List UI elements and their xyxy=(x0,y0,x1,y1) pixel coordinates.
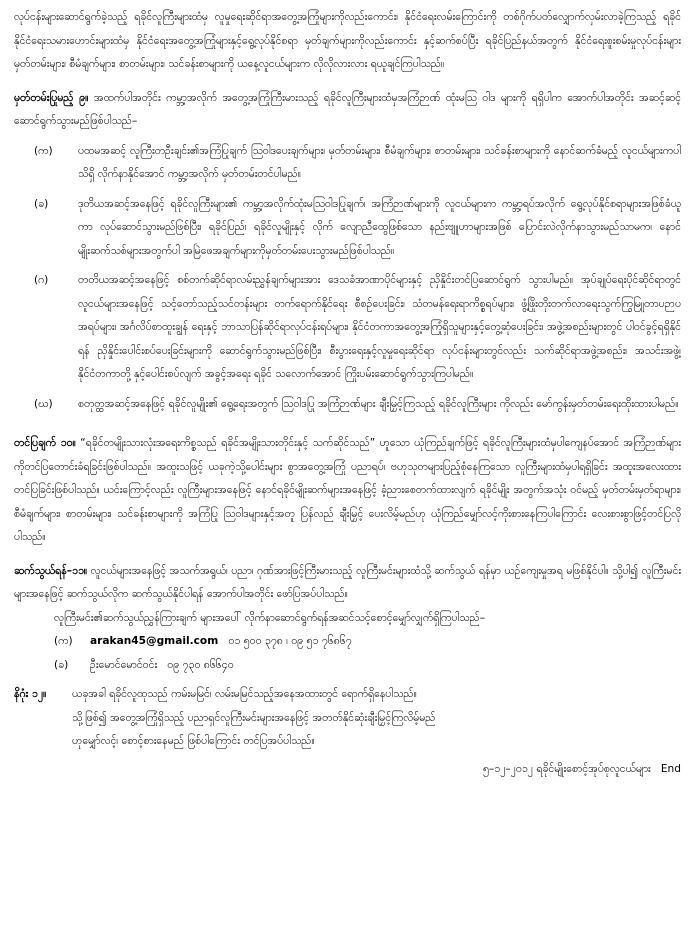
contact-name: ဦးမောင်မောင်ဝင်း xyxy=(90,658,158,671)
item-marker: (ဃ) xyxy=(34,397,53,410)
item-marker: (ဂ) xyxy=(34,274,49,286)
section-10-text: “ရခိုင်တမျိုးသားလုံးအရေးကိစ္စသည် ရခိုင်အမျိုးသားတိုင်းနှင့် သက်ဆိုင်သည်” ဟူသော ယုံကြည်ချက်ဖြင့် ရခိုင်လူကြီးများထံမှပါကျေနပ်အောင် အကြံဉာဏ်များကိုတင်ပြတောင်းခံရခြင်းဖြစ်ပါသည်။ အထူးသဖြင့် ယခုကဲ့သို့ပေါင်းများ စွာအတွေ့အကြုံ ပညာရပ်၊ ဗဟုသုတများပြည့်စုံနေကြသော လူကြီးများထံမှပါရရှိခြင်း အထူးအလေးထားတင်ပြခြင်းဖြစ်ပါသည်။ ယင်းကြောင့်လည်း လူကြီးများအနေဖြင့် နောင်ရခိုင်မျိုးဆက်များအနေဖြင့် ခံ့ညားစေတက်ထားလျက် ရခိုင်မျိုး အတွက်အသုံး ဝင်မည့် မှတ်တမ်းမှတ်ရာများ၊ စီမံချက်များ၊ စာတမ်းများ၊ သင်ခန်းစာများကို အကြံပြု ဩဝါဒများနှင့်အတူ ပြန်လည် ချီးမြှင့် ပေးလိမ့်မည်ဟု ယုံကြည်မျှော်လင့်ကိုးစားနေကြပါကြောင်း လေးစားစွာဖြင့်တင်ပြလိုပါသည်။ xyxy=(14,437,681,543)
section-10-heading: တင်ပြချက် ၁၀။ xyxy=(14,437,76,449)
section-9-heading: မှတ်တမ်းပြုမည့် ၉။ xyxy=(14,91,89,104)
footer-date-organization: ၅–၁၂–၂၀၁၂ ရခိုင်မျိုးစောင့်အုပ်စုလူငယ်များ xyxy=(482,762,651,775)
section-10-paragraph xyxy=(14,432,681,550)
section-11-paragraph xyxy=(14,560,681,607)
item-marker: (ခ) xyxy=(34,197,49,210)
section-9-lead xyxy=(14,87,681,134)
section-11-heading: ဆက်သွယ်ရန်–၁၁။ xyxy=(14,564,88,577)
footer-line xyxy=(14,758,681,782)
section-12 xyxy=(14,683,681,754)
intro-paragraph: လုပ်ငန်းများဆောင်ရွက်ခဲ့သည့် ရခိုင်လူကြီးများထံမှ လူမှုရေးဆိုင်ရာအတွေ့အကြုံများကိုလည်းကောင်း၊ နိုင်ငံရေးလမ်းကြောင်းကို တစ်ဂိုက်ပတ်လျှောက်လှမ်းလာခဲ့ကြသည့် ရခိုင်နိုင်ငံရေးသမားဟောင်းများထံမှ နိုင်ငံရေးအတွေ့အကြုံများနှင့်ရွေ့လုပ်နိုင်စရာ မှတ်ချက်များကိုလည်းကောင်း နှင့်ဆက်စပ်ပြီး ရခိုင်ပြည်နယ်အတွက် နိုင်ငံရေးစူးစမ်းမှုလုပ်ငန်းများ မှတ်တမ်းများ၊ စီမံချက်များ၊ စာတမ်းများ၊ သင်ခန်းစာများကို ယနေ့လူငယ်များက လိုလိုလားလား ရယူချင်ကြပါသည်။ xyxy=(14,11,681,70)
section-9-item xyxy=(14,269,681,387)
contact-marker: (က) xyxy=(54,635,73,647)
item-text: ဒုတိယအဆင့်အနေဖြင့် ရခိုင်လူကြီးများ၏ ကမ္ဘာ့အလိုက်ထုံးမသြဝါဒပြုချက်၊ အကြံဉာဏ်များကို လူငယ်များက ကမ္ဘာ့ရပ်အလိုက် ရွေ့လုပ်နိုင်စရာများအဖြစ်ခံယူကာ လုပ်ဆောင်သွားမည်ဖြစ်ပြီး၊ ရခိုင်ပြည်၊ ရခိုင်လူမျိုးနှင့် လိုက် လျောညီထွေဖြစ်သော နည်းဗျူဟာများအဖြစ် ပြောင်းလဲလိုက်နာသွားမည်သာမက၊ နောင်မျိုးဆက်သစ်များအတွက်ပါ အမြဲဖေအချက်များကိုမှတ်တမ်းပေးသွားမည်ဖြစ်ပါသည်။ xyxy=(78,197,681,257)
section-9-lead-text: အထက်ပါအတိုင်း ကမ္ဘာ့အလိုက် အတွေ့အကြုံကြီးမားသည့် ရခိုင်လူကြီးများထံမှအကြံဉာဏ် ထုံးမသြ ဝါဒ များကို ရရှိပါက အောက်ပါအတိုင်း အဆင့်ဆင့်ဆောင်ရွက်သွားမည်ဖြစ်ပါသည်– xyxy=(14,91,681,127)
item-text: စတုတ္ထအဆင့်အနေဖြင့် ရခိုင်လူမျိုး၏ ရွေ့ရေးအတွက် ဩဝါဒပြု အကြံဉာဏ်များ ချီးမြှင့်ကြသည့် ရခိုင်လူကြီးများ ကိုလည်း မော်ကွန်းမှတ်တမ်းရေးထိုးထားပါမည်။ xyxy=(78,397,679,410)
contact-request: လူကြီးမင်း၏ဆက်သွယ်ညွှန်ကြားချက် များအပေါ် လိုက်နာဆောင်ရွက်ရန်အဆင်သင့်စောင့်မျှော်လျှက်ရှိကြပါသည်– xyxy=(54,611,486,624)
item-text: ပထမအဆင့် လူကြီးတဦးချင်း၏အကြံပြုချက် ဩဝါဒပေးချက်များ၊ မှတ်တမ်းများ၊ စီမံချက်များ၊ စာတမ်းများ၊ သင်ခန်းစာများကို နောင်ဆက်ခံမည့် လူငယ်များကပါသိရှိ လိုက်နာနိုင်အောင် ကမ္ဘာ့အလိုက် မှတ်တမ်းတင်ပါမည်။ xyxy=(78,144,681,180)
section-9-item xyxy=(14,140,681,187)
contact-phone: ၀၉ ၇၃၀ ၈၆၆၄၀ xyxy=(167,658,234,671)
contact-phone: ၀၁ ၅၀၀ ၃၇၈ ၊ ၀၉ ၅၁ ၇၆၈၆၇ xyxy=(228,635,352,647)
section-12-heading: နိဂုံး ၁၂။ xyxy=(14,688,47,700)
section-9-item xyxy=(14,393,681,417)
section-11-text: လူငယ်များအနေဖြင့် အသက်အရွယ်၊ ပညာ၊ ဂုဏ်အားဖြင့်ကြီးမားသည့် လူကြီးမင်းများထံသို့ ဆက်သွယ် ရန်မှာ ယဉ်ကျေးမှုအရ မဖြစ်နိုင်ပါ။ သို့ပါ၍ လူကြီးမင်းများအနေဖြင့် ဆက်သွယ်လိုက ဆက်သွယ်နိုင်ပါရန် အောက်ပါအတိုင်း ဖော်ပြအပ်ပါသည်။ xyxy=(14,564,682,600)
contact-block xyxy=(14,607,681,678)
conclusion-line: ယခုအခါ ရခိုင်လူထုသည် ကမ်းမမြင်၊ လမ်းမမြင်သည့်အနေအထားတွင် ရောက်ရှိနေပါသည်။ xyxy=(72,688,417,700)
item-text: တတိယအဆင့်အနေဖြင့် စစ်တက်ဆိုင်ရာလမ်းညွှန်ချက်များအား ဒေသခံအာဏာပိုင်များနှင့် ညှိနှိုင်းတင်ပြဆောင်ရွက် သွားပါမည်။ အုပ်ချုပ်ရေးပိုင်ဆိုင်ရာတွင် လူငယ်များအနေဖြင့် သင့်တော်သည့်သင်တန်းများ တက်ရောက်နိုင်ရေး စီစဉ်ပေးခြင်း၊ သံတမန်ရေးရာကိစ္စရပ်များ၊ ဖွံ့ဖြိုးတိုးတက်လာရေးသွက်ကြွမြူတာပဉာပအရပ်များ၊ အင်္ဂလိပ်စာထူးချွန် ရေးနှင့် ဘာသာပြန်ဆိုင်ရာလုပ်ငန်းရပ်များ၊ နိုင်ငံတကာအတွေ့အကြုံရှိသူများနှင့်တွေ့ဆုံပေးခြင်း၊ အဖွဲ့အစည်းများတွင် ပါဝင်ခွင့်ရရှိနိုင်ရန် ညှိနှိုင်းပေါင်းစပ်ပေးခြင်းများကို ဆောင်ရွက်သွားမည်ဖြစ်ပြီး၊ စီးပွားရေးနှင့်လူမှုရေးဆိုင်ရာ လုပ်ငန်းများတွင်လည်း သက်ဆိုင်ရာအဖွဲ့အစည်း၊ အသင်းအဖွဲ့၊ နိုင်ငံတကာတို့ နှင့်ပေါင်းစပ်လျက် အခွင့်အရေး ရခိုင် သလောက်အောင် ကြိုးပမ်းဆောင်ရွက်သွားကြပါမည်။ xyxy=(78,274,681,380)
item-marker: (က) xyxy=(34,144,53,157)
footer-end-marker: End xyxy=(660,762,681,775)
section-9-item xyxy=(14,193,681,264)
contact-email-line xyxy=(54,630,681,654)
contact-person-line xyxy=(54,654,681,678)
contact-email-link[interactable]: arakan45@gmail.com xyxy=(90,635,219,647)
contact-marker: (ခ) xyxy=(54,658,69,671)
conclusion-line: ဟုမျှော်လင့်၊ စောင့်စားနေမည် ဖြစ်ပါကြောင်း တင်ပြအပ်ပါသည်။ xyxy=(72,735,315,747)
conclusion-line: သို့ဖြစ်၍ အတွေ့အကြုံရှိသည့် ပညာရှင်လူကြီးမင်းများအနေဖြင့် အတတ်နိုင်ဆုံးချီးမြှင့်ကြလိမ့်မည် xyxy=(72,711,436,724)
